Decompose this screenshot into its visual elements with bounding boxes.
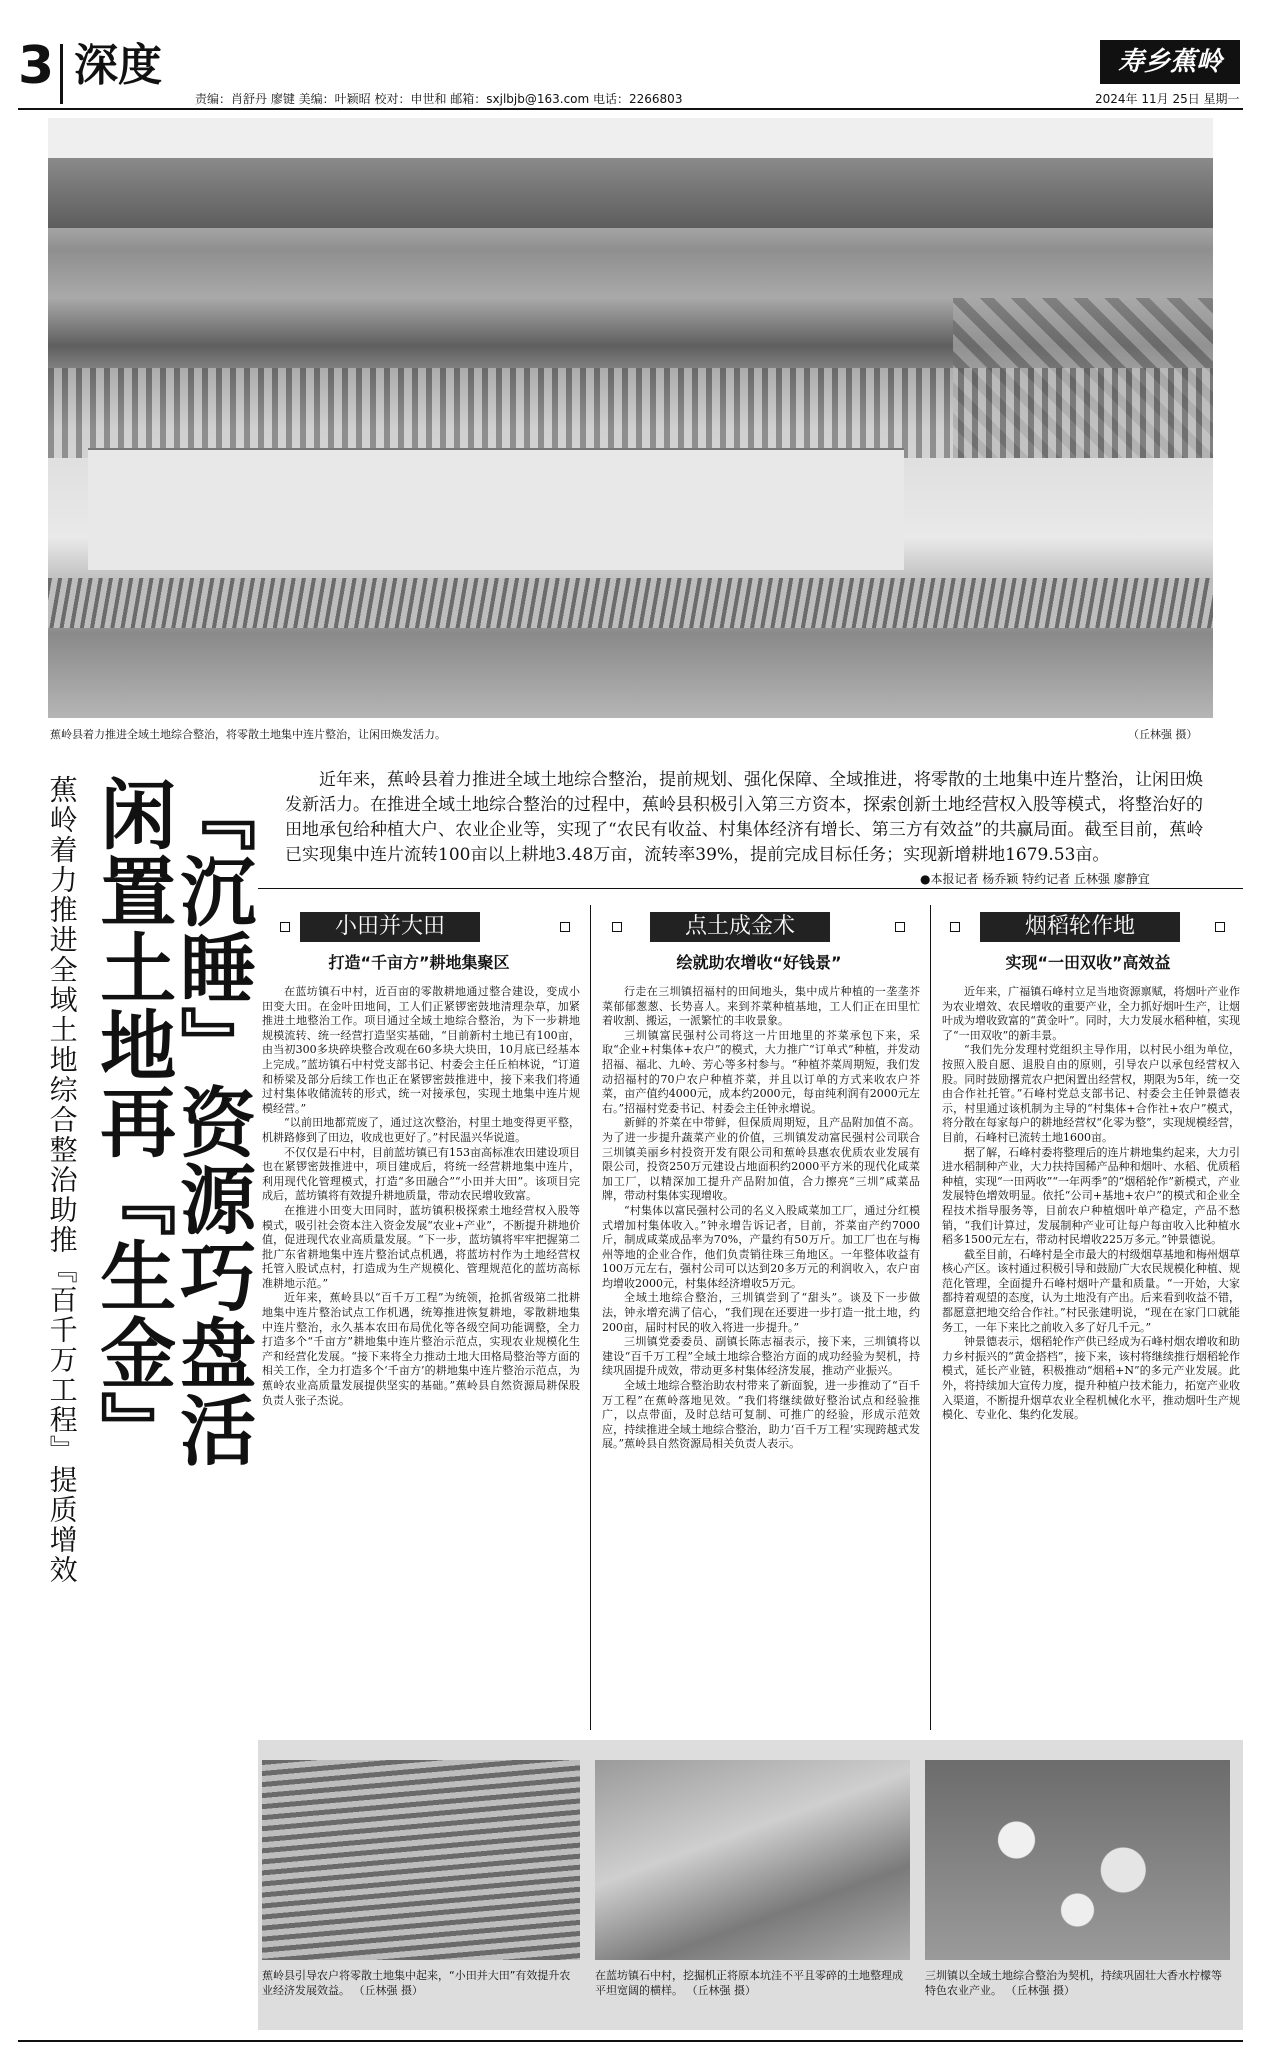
paragraph: 截至目前，石峰村是全市最大的村级烟草基地和梅州烟草核心产区。该村通过积极引导和鼓励广大农民规模化种植、规范化管理，全面提升石峰村烟叶产量和质量。“一开始，大家都持着观望的态度，认为土地没有产出。后来看到收益不错，都愿意把地交给合作社。”村民张建明说，“现在在家门口就能务工，一年下来比之前收入多了好几千元。” [942,1247,1240,1334]
caption-credit: （丘林强 摄） [1005,1984,1075,1997]
farm-field-photo [262,1760,580,1960]
column-body-1 [262,985,580,1730]
paragraph: 新鲜的芥菜在中带鲜，但保质周期短，且产品附加值不高。为了进一步提升蔬菜产业的价值，三圳镇发动富民强村公司联合三圳镇美丽乡村投资开发有限公司和蕉岭县惠农优质农业发展有限公司，投资250万元建设占地面积约2000平方米的现代化咸菜加工厂，以精深加工提升产品附加值，合力擦亮“三圳”咸菜品牌，带动村集体实现增收。 [602,1116,920,1203]
bottom-photo-caption-3 [925,1968,1230,1998]
excavator-photo [595,1760,910,1960]
issue-date: 2024年 11月 25日 星期一 [1095,92,1240,106]
editor-credits: 责编：肖舒丹 廖键 美编：叶颖昭 校对：申世和 邮箱：sxjlbjb@163.com 电话：2266803 [195,92,683,106]
column-heading-2: 绘就助农增收“好钱景” [676,953,842,972]
headline-line-2: 闲置土地再『生金』 [87,775,177,1468]
caption-text: 三圳镇以全域土地综合整治为契机，持续巩固壮大香水柠檬等特色农业产业。 [925,1969,1222,1997]
bottom-photo-caption-1 [262,1968,580,1998]
caption-text: 蕉岭县引导农户将零散土地集中起来，“小田并大田”有效提升农业经济发展效益。 [262,1969,571,1997]
column-tag-ornament [612,922,622,932]
header-rule [18,108,1243,110]
farmland-aerial-photo [48,118,1213,718]
paragraph: 行走在三圳镇招福村的田间地头，集中成片种植的一垄垄芥菜郁郁葱葱、长势喜人。来到芥菜种植基地，工人们正在田里忙着收割、搬运，一派繁忙的丰收景象。 [602,985,920,1028]
column-divider [930,905,931,1730]
caption-credit: （丘林强 摄） [686,1984,756,1997]
paragraph: 全域土地综合整治助农村带来了新面貌，进一步推动了“百千万工程”在蕉岭落地见效。“我们将继续做好整治试点和经验推广，以点带面，及时总结可复制、可推广的经验，形成示范效应，持续推进全域土地综合整治，助力‘百千万工程’实现跨越式发展。”蕉岭县自然资源局相关负责人表示。 [602,1379,920,1451]
column-heading-3: 实现“一田双收”高效益 [1005,953,1171,972]
caption-credit: （丘林强 摄） [353,1984,423,1997]
top-photo-credit: （丘林强 摄） [1128,728,1198,741]
bottom-photo-caption-2 [595,1968,913,1998]
column-body-3 [942,985,1240,1730]
footer-rule [18,2040,1243,2042]
paragraph: 据了解，石峰村委将整理后的连片耕地集约起来，大力引进水稻制种产业，大力扶持国稀产品种和烟叶、水稻、优质稻种植，实现“一田两收”“一年两季”的“烟稻轮作”新模式，产业发展特色增效明显。依托“公司+基地+农户”的模式和企业全程技术指导服务等，目前农户种植烟叶单产稳定，产品不愁销，“我们计算过，发展制种产业可让每户每亩收入比种植水稻多1500元左右，带动村民增收225万多元。”钟景德说。 [942,1145,1240,1247]
paragraph: 不仅仅是石中村，目前蓝坊镇已有153亩高标准农田建设项目也在紧锣密鼓推进中，项目建成后，将统一经营耕地集中连片，利用现代化管理模式，打造“多田融合”“小田并大田”。该项目完成后，蓝坊镇将有效提升耕地质量，带动农民增收致富。 [262,1145,580,1203]
paragraph: “以前田地都荒废了，通过这次整治，村里土地变得更平整，机耕路修到了田边，收成也更好了。”村民温兴华说道。 [262,1116,580,1144]
column-tag-ornament [560,922,570,932]
paragraph: “村集体以富民强村公司的名义入股咸菜加工厂，通过分红模式增加村集体收入。”钟永增告诉记者，目前，芥菜亩产约7000斤，制成咸菜成品率为70%，产量约有50万斤。加工厂也在与梅州等地的企业合作，他们负责销往珠三角地区。一年整体收益有100万元左右，强村公司可以达到20多万元的利润收入，农户亩均增收2000元，村集体经济增收5万元。 [602,1203,920,1290]
paragraph: 三圳镇党委委员、副镇长陈志福表示，接下来，三圳镇将以建设“百千万工程”全域土地综合整治方面的成功经验为契机，持续巩固提升成效，带动更多村集体经济发展，推动产业振兴。 [602,1335,920,1378]
column-tag-2: 点土成金术 [650,912,830,942]
headline-subtitle: 蕉岭着力推进全域土地综合整治助推『百千万工程』提质增效 [45,775,79,1585]
masthead-logo: 寿乡蕉岭 [1100,40,1240,84]
column-tag-ornament [280,922,290,932]
paragraph: 钟景德表示，烟稻轮作产供已经成为石峰村烟农增收和助力乡村振兴的“黄金搭档”，接下来，该村将继续推行烟稻轮作模式，延长产业链，积极推动“烟稻+N”的多元产业发展。此外，将持续加大宣传力度，提升种植户技术能力，拓宽产业收入渠道，不断提升烟草农业全程机械化水平，推动烟叶生产规模化、专业化、集约化发展。 [942,1335,1240,1422]
paragraph: 在推进小田变大田同时，蓝坊镇积极探索土地经营权入股等模式，吸引社会资本注入资金发展“农业+产业”，不断提升耕地价值，促进现代农业高质量发展。“下一步，蓝坊镇将牢牢把握第二批广东省耕地集中连片整治试点机遇，将蓝坊村作为土地经营权托管入股试点村，打造成为生产规模化、管理规范化的蓝坊高标准耕地示范。” [262,1203,580,1290]
intro-rule [258,888,1243,889]
column-divider [590,905,591,1730]
caption-text: 在蓝坊镇石中村，挖掘机正将原本坑洼不平且零碎的土地整理成平坦宽阔的横样。 [595,1969,903,1997]
lemon-tree-photo [925,1760,1230,1960]
byline: ●本报记者 杨乔颖 特约记者 丘林强 廖静宜 [920,872,1150,886]
paragraph: 三圳镇富民强村公司将这一片田地里的芥菜承包下来，采取“企业+村集体+农户”的模式，大力推广“订单式”种植，并发动招福、福北、九岭、芳心等多村参与。“种植芥菜周期短，我们发动招福村的70户农户种植芥菜，并且以订单的方式来收农户芥菜，亩产值约4000元，成本约2000元，每亩纯利润有2000元左右。”招福村党委书记、村委会主任钟永增说。 [602,1028,920,1115]
top-photo-caption: 蕉岭县着力推进全域土地综合整治，将零散土地集中连片整治，让闲田焕发活力。 [50,728,446,741]
column-tag-ornament [950,922,960,932]
paragraph: 全域土地综合整治，三圳镇尝到了“甜头”。谈及下一步做法，钟永增充满了信心，“我们现在还要进一步打造一批土地，约200亩，届时村民的收入将进一步提升。” [602,1291,920,1334]
column-tag-ornament [1215,922,1225,932]
paragraph: 近年来，蕉岭县以“百千万工程”为统领，抢抓省级第二批耕地集中连片整治试点工作机遇，统筹推进恢复耕地，零散耕地集中连片整治，永久基本农田布局优化等各级空间功能调整，全力打造多个“千亩方”耕地集中连片整治示范点，实现农业规模化生产和经营化发展。“接下来将全力推动土地大田格局整治等方面的相关工作，全力打造多个‘千亩方’的耕地集中连片整治示范点，为蕉岭农业高质量发展提供坚实的基础。”蕉岭县自然资源局耕保股负责人张子杰说。 [262,1291,580,1407]
column-tag-1: 小田并大田 [300,912,480,942]
lead-paragraph: 近年来，蕉岭县着力推进全域土地综合整治，提前规划、强化保障、全域推进，将零散的土地集中连片整治，让闲田焕发新活力。在推进全域土地综合整治的过程中，蕉岭县积极引入第三方资本，探索创新土地经营权入股等模式，将整治好的田地承包给种植大户、农业企业等，实现了“农民有收益、村集体经济有增长、第三方有效益”的共赢局面。截至目前，蕉岭已实现集中连片流转100亩以上耕地3.48万亩，流转率39%，提前完成目标任务；实现新增耕地1679.53亩。 [285,770,1204,865]
headline-main [87,775,257,1468]
paragraph: “我们先分发理村党组织主导作用，以村民小组为单位，按照入股自愿、退股自由的原则，引导农户以承包经营权入股。同时鼓励撂荒农户把闲置出经营权，期限为5年，统一交由合作社托管。”石峰村党总支部书记、村委会主任钟景德表示，村里通过该机制为主导的“村集体+合作社+农户”模式，将分散在每家每户的耕地经营权“化零为整”，实现规模经营，目前，石峰村已流转土地1600亩。 [942,1043,1240,1144]
paragraph: 在蓝坊镇石中村，近百亩的零散耕地通过整合建设，变成小田变大田。在金叶田地间，工人们正紧锣密鼓地清理杂草，加紧推进土地整治工作。项目通过全域土地综合整治，为下一步耕地规模流转、统一经营打造坚实基础，“目前新村土地已有100亩，由当初300多块碎块整合改观在60多块大块田，10月底已经基本上完成。”蓝坊镇石中村党支部书记、村委会主任丘柏林说，“订道和桥梁及部分后续工作也正在紧锣密鼓推进中，接下来我们将通过村集体收储流转的形式，统一对接承包，实现土地集中连片规模经营。” [262,985,580,1115]
column-body-2 [602,985,920,1730]
column-tag-ornament [895,922,905,932]
column-tag-3: 烟稻轮作地 [980,912,1180,942]
paragraph: 近年来，广福镇石峰村立足当地资源禀赋，将烟叶产业作为农业增效、农民增收的重要产业，全力抓好烟叶生产，让烟叶成为增收致富的“黄金叶”。同时，大力发展水稻种植，实现了“一田双收”的新丰景。 [942,985,1240,1042]
headline-line-1: 『沉睡』资源巧盘活 [167,775,257,1468]
column-heading-1: 打造“千亩方”耕地集聚区 [328,953,510,972]
page-number-divider [60,44,63,104]
section-title: 深度 [74,40,162,91]
page-number: 3 [18,36,55,96]
